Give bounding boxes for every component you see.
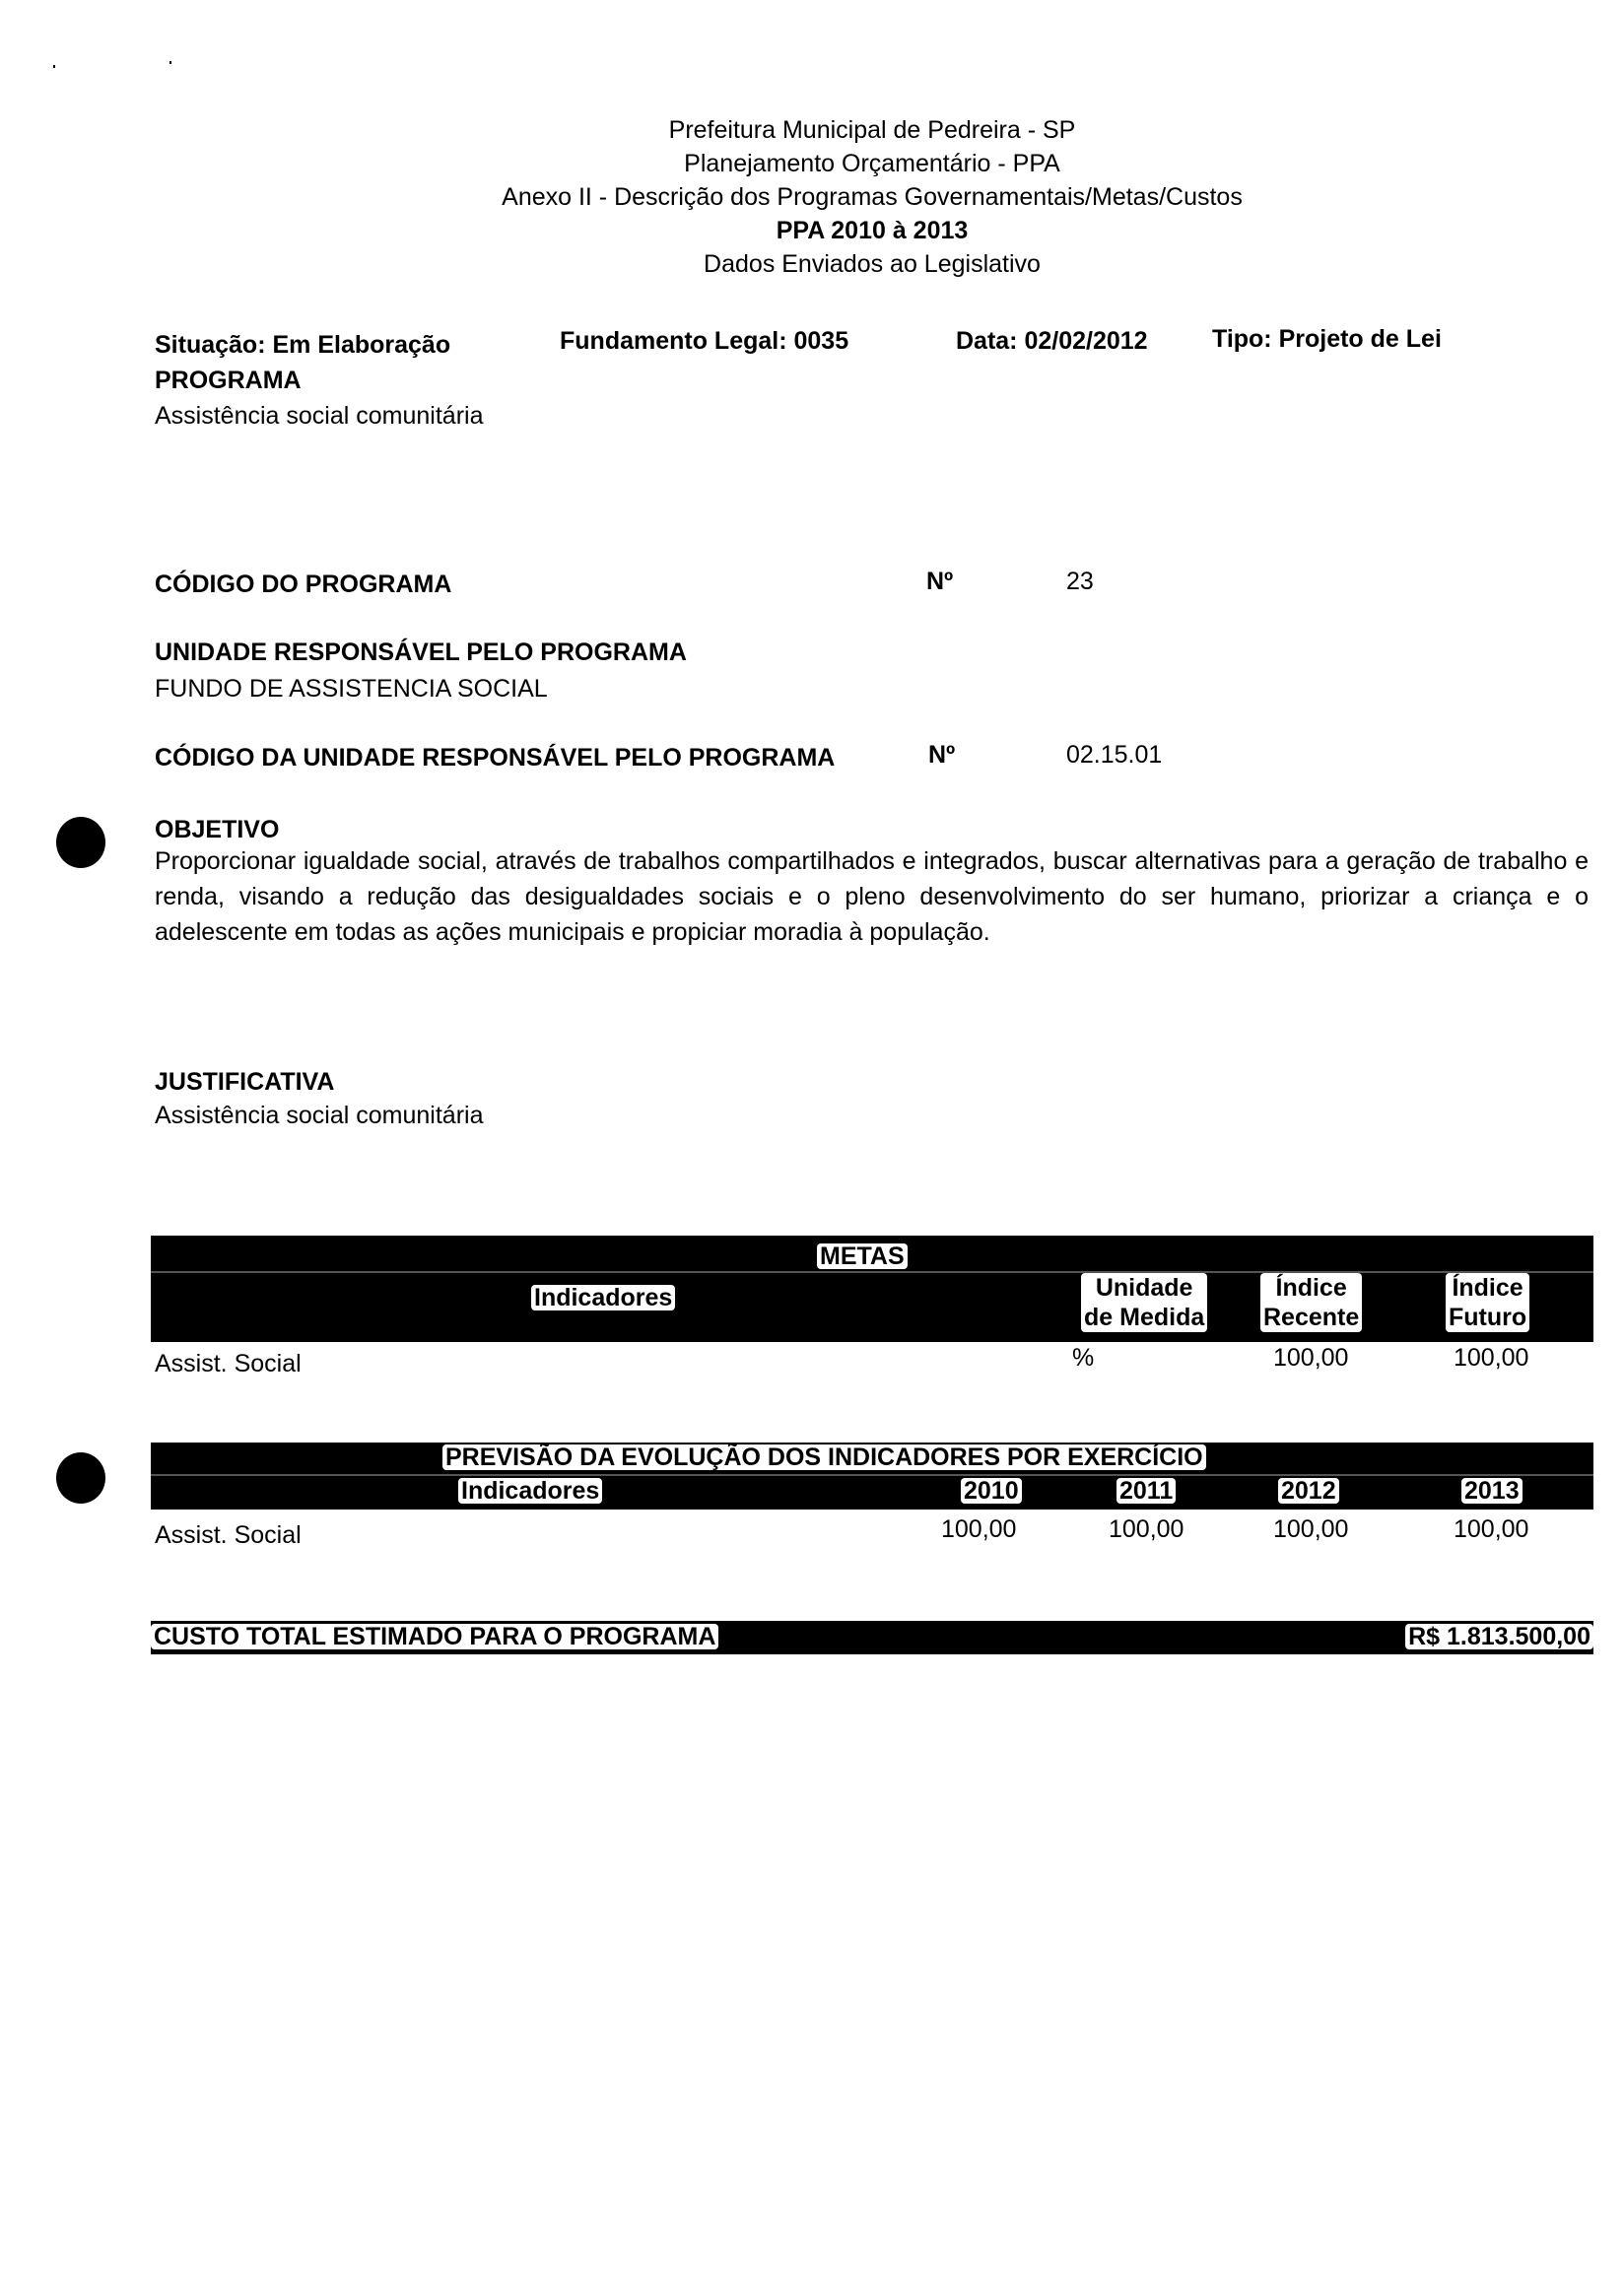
metas-recente: 100,00 (1273, 1344, 1349, 1372)
previsao-2013: 100,00 (1454, 1515, 1529, 1543)
col-indice-recente: Índice Recente (1260, 1273, 1362, 1332)
col-indicadores: Indicadores (531, 1285, 675, 1310)
codigo-unidade-value: 02.15.01 (1066, 741, 1163, 769)
previsao-2012: 100,00 (1273, 1515, 1349, 1543)
col-unidade-medida: Unidade de Medida (1081, 1273, 1207, 1332)
scan-speck (169, 61, 171, 64)
codigo-programa-value: 23 (1066, 568, 1094, 595)
col-2013: 2013 (1461, 1478, 1522, 1504)
punch-hole (56, 817, 105, 868)
metas-unidade: % (1072, 1344, 1095, 1372)
previsao-2011: 100,00 (1109, 1515, 1184, 1543)
data: Data: 02/02/2012 (956, 327, 1148, 355)
punch-hole (56, 1452, 105, 1504)
codigo-programa-label: CÓDIGO DO PROGRAMA (155, 571, 452, 598)
codigo-unidade-no: Nº (928, 741, 956, 769)
previsao-header (151, 1443, 1593, 1510)
situacao: Situação: Em Elaboração (155, 331, 451, 359)
metas-futuro: 100,00 (1454, 1344, 1529, 1372)
header-line-4: PPA 2010 à 2013 (776, 217, 969, 244)
tipo: Tipo: Projeto de Lei (1212, 325, 1442, 353)
scan-speck (53, 65, 55, 68)
objetivo-text: Proporcionar igualdade social, através de trabalhos compartilhados e integrados, buscar alternativas para a geração de trabalho e renda, visando a redução das desigualdades sociais e o pleno desenvolvimento do ser humano, priorizar a criança e o adelescente em todas as ações municipais e propiciar moradia à população. (155, 847, 1589, 946)
previsao-indicador: Assist. Social (155, 1521, 302, 1549)
metas-indicador: Assist. Social (155, 1350, 302, 1377)
codigo-unidade-label: CÓDIGO DA UNIDADE RESPONSÁVEL PELO PROGRAMA (155, 744, 836, 772)
objetivo-label: OBJETIVO (155, 816, 280, 843)
col-2010: 2010 (961, 1478, 1022, 1504)
fundamento-legal: Fundamento Legal: 0035 (560, 327, 849, 355)
programa-value: Assistência social comunitária (155, 402, 484, 430)
header-line-5: Dados Enviados ao Legislativo (704, 250, 1041, 278)
metas-title: METAS (817, 1243, 908, 1269)
previsao-title: PREVISÃO DA EVOLUÇÃO DOS INDICADORES POR EXERCÍCIO (442, 1444, 1206, 1470)
programa-label: PROGRAMA (155, 367, 302, 394)
metas-header (151, 1236, 1593, 1342)
codigo-programa-no: Nº (926, 568, 954, 595)
unidade-label: UNIDADE RESPONSÁVEL PELO PROGRAMA (155, 638, 687, 666)
col-2012: 2012 (1278, 1478, 1339, 1504)
header-line-2: Planejamento Orçamentário - PPA (684, 150, 1060, 177)
justificativa-text: Assistência social comunitária (155, 1102, 484, 1129)
custo-label: CUSTO TOTAL ESTIMADO PARA O PROGRAMA (151, 1624, 718, 1649)
custo-value: R$ 1.813.500,00 (1405, 1624, 1593, 1649)
col-indicadores: Indicadores (458, 1478, 602, 1504)
unidade-value: FUNDO DE ASSISTENCIA SOCIAL (155, 675, 548, 703)
custo-bar (151, 1621, 1593, 1654)
previsao-2010: 100,00 (941, 1515, 1017, 1543)
col-indice-futuro: Índice Futuro (1446, 1273, 1529, 1332)
justificativa-label: JUSTIFICATIVA (155, 1068, 335, 1096)
header-line-1: Prefeitura Municipal de Pedreira - SP (668, 116, 1076, 144)
header-line-3: Anexo II - Descrição dos Programas Governamentais/Metas/Custos (502, 183, 1243, 211)
col-2011: 2011 (1116, 1478, 1176, 1504)
